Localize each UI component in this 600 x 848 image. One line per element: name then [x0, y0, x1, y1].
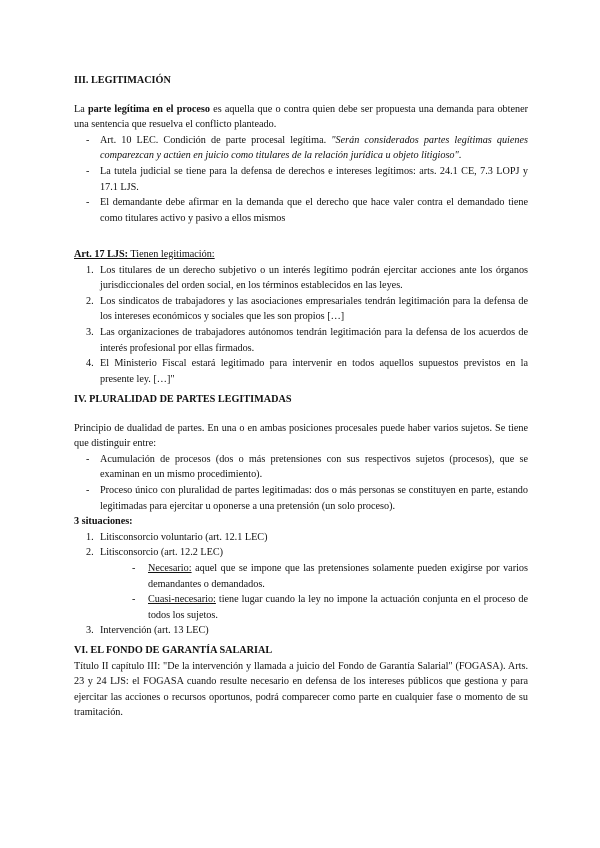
- litisconsorcio-subtypes: [74, 561, 528, 623]
- pluralidad-bullets: [74, 452, 528, 514]
- art17-label: [74, 247, 528, 263]
- bullet-text: Proceso único con pluralidad de partes legitimadas: dos o más personas se constituyen en parte, estando legitimadas para ejercitar u oponerse a una pretensión (un solo proceso).: [100, 484, 528, 512]
- bullet-text: La tutela judicial se tiene para la defensa de derechos e intereses legítimos: arts. 24.1 CE, 7.3 LOPJ y 17.1 LJS.: [100, 165, 528, 193]
- list-item: 3. Intervención (art. 13 LEC): [86, 625, 209, 637]
- section-title: IV. PLURALIDAD DE PARTES LEGITIMADAS: [74, 394, 292, 405]
- section-title: III. LEGITIMACIÓN: [74, 75, 171, 86]
- list-item: - Necesario: aquel que se impone que las pretensiones solamente pueden exigirse por varios demandantes o demandados.: [132, 562, 528, 590]
- subtype-label: Necesario:: [148, 562, 192, 574]
- bullet-text: Acumulación de procesos (dos o más pretensiones con sus respectivos sujetos (procesos), que se examinan en un mismo procedimiento).: [100, 453, 528, 481]
- intro-text-post: es aquella que o contra quien debe ser propuesta una demanda para obtener una sentencia que resuelva el conflicto planteado.: [74, 103, 529, 131]
- subtype-label: Cuasi-necesario:: [148, 594, 216, 606]
- list-item: 2. Los sindicatos de trabajadores y las asociaciones empresariales tendrán legitimación para la defensa de los intereses económicos y sociales que les son propios […]: [86, 295, 528, 323]
- situaciones-list: [74, 530, 528, 561]
- intro-bold-term: parte legítima en el proceso: [87, 103, 210, 115]
- section-title: VI. EL FONDO DE GARANTÍA SALARIAL: [74, 645, 273, 656]
- list-item-text: El Ministerio Fiscal estará legitimado para intervenir en todos aquellos supuestos previstos en la presente ley. […]": [100, 358, 528, 385]
- list-item-text: Las organizaciones de trabajadores autónomos tendrán legitimación para la defensa de los acuerdos de interés profesional por ellas firmados.: [100, 326, 528, 354]
- list-item: - Acumulación de procesos (dos o más pretensiones con sus respectivos sujetos (procesos), que se examinan en un mismo procedimiento).: [86, 453, 528, 481]
- bullet-text: Art. 10 LEC. Condición de parte procesal legítima.: [100, 134, 332, 146]
- list-item: - Art. 10 LEC. Condición de parte procesal legítima. "Serán considerados partes legítimas quienes comparezcan y actúen en juicio como titulares de la relación jurídica u objeto litigioso".: [86, 134, 528, 162]
- intro-paragraph: [74, 102, 528, 133]
- list-item-text: Los titulares de un derecho subjetivo o un interés legítimo podrán ejercitar acciones ante los órganos jurisdiccionales del orden social, en los términos establecidos en las leyes.: [100, 264, 528, 292]
- fogasa-paragraph: Título II capítulo III: "De la intervención y llamada a juicio del Fondo de Garantía Salarial" (FOGASA). Arts. 23 y 24 LJS: el FOGASA cuando resulte necesario en defensa de los intereses públicos que gestiona y para ejercitar las acciones o recursos oportunos, podrá comparecer como parte en cualquier fase o momento de su tramitación.: [74, 660, 528, 719]
- art17-list: [74, 263, 528, 388]
- art17-label-bold: Art. 17 LJS:: [74, 249, 129, 260]
- situaciones-list-cont: [74, 623, 528, 639]
- bullet-quote: "Serán considerados partes legítimas quienes comparezcan y actúen en juicio como titulares de la relación jurídica u objeto litigioso": [100, 134, 528, 162]
- section-fogasa: [74, 643, 528, 721]
- subtype-text: aquel que se impone que las pretensiones solamente pueden exigirse por varios demandantes o demandados.: [148, 562, 528, 590]
- situaciones-label: 3 situaciones:: [74, 516, 133, 528]
- list-item: - Cuasi-necesario: tiene lugar cuando la ley no impone la actuación conjunta en el proceso de todos los sujetos.: [132, 594, 528, 621]
- section-pluralidad: [74, 392, 528, 639]
- list-item-text: Litisconsorcio (art. 12.2 LEC): [100, 547, 224, 559]
- list-item: - El demandante debe afirmar en la demanda que el derecho que hace valer contra el demandado tiene como titulares activo y pasivo a ellos mismos: [86, 197, 528, 224]
- section-legitimacion: [74, 73, 528, 226]
- pluralidad-intro: Principio de dualidad de partes. En una o en ambas posiciones procesales puede haber varios sujetos. Se tiene que distinguir entre:: [74, 422, 528, 450]
- list-item: - La tutela judicial se tiene para la defensa de derechos e intereses legítimos: arts. 24.1 CE, 7.3 LOPJ y 17.1 LJS.: [86, 165, 528, 193]
- bullet-end: .: [458, 150, 462, 162]
- bullet-text: El demandante debe afirmar en la demanda que el derecho que hace valer contra el demandado tiene como titulares activo y pasivo a ellos mismos: [100, 197, 528, 224]
- art17-block: [74, 247, 528, 387]
- list-item: 4. El Ministerio Fiscal estará legitimado para intervenir en todos aquellos supuestos previstos en la presente ley. […]": [86, 358, 528, 385]
- legitimacion-bullets: [74, 133, 528, 227]
- list-item-text: Los sindicatos de trabajadores y las asociaciones empresariales tendrán legitimación para la defensa de los intereses económicos y sociales que les son propios […]: [100, 295, 528, 323]
- list-item: 3. Las organizaciones de trabajadores autónomos tendrán legitimación para la defensa de los acuerdos de interés profesional por ellas firmados.: [86, 326, 528, 354]
- subtype-text: tiene lugar cuando la ley no impone la actuación conjunta en el proceso de todos los sujetos.: [148, 594, 528, 621]
- art17-label-rest: Tienen legitimación:: [128, 249, 215, 260]
- list-item: 1. Litisconsorcio voluntario (art. 12.1 LEC): [86, 531, 268, 543]
- list-item: - Proceso único con pluralidad de partes legitimadas: dos o más personas se constituyen en parte, estando legitimadas para ejercitar u oponerse a una pretensión (un solo proceso).: [86, 484, 528, 512]
- list-item-text: Litisconsorcio voluntario (art. 12.1 LEC): [100, 531, 268, 543]
- list-item: 1. Los titulares de un derecho subjetivo o un interés legítimo podrán ejercitar acciones ante los órganos jurisdiccionales del orden social, en los términos establecidos en las leyes.: [86, 264, 528, 292]
- list-item: 2. Litisconsorcio (art. 12.2 LEC): [86, 547, 224, 559]
- intro-text-pre: La: [74, 103, 88, 115]
- list-item-text: Intervención (art. 13 LEC): [100, 625, 209, 637]
